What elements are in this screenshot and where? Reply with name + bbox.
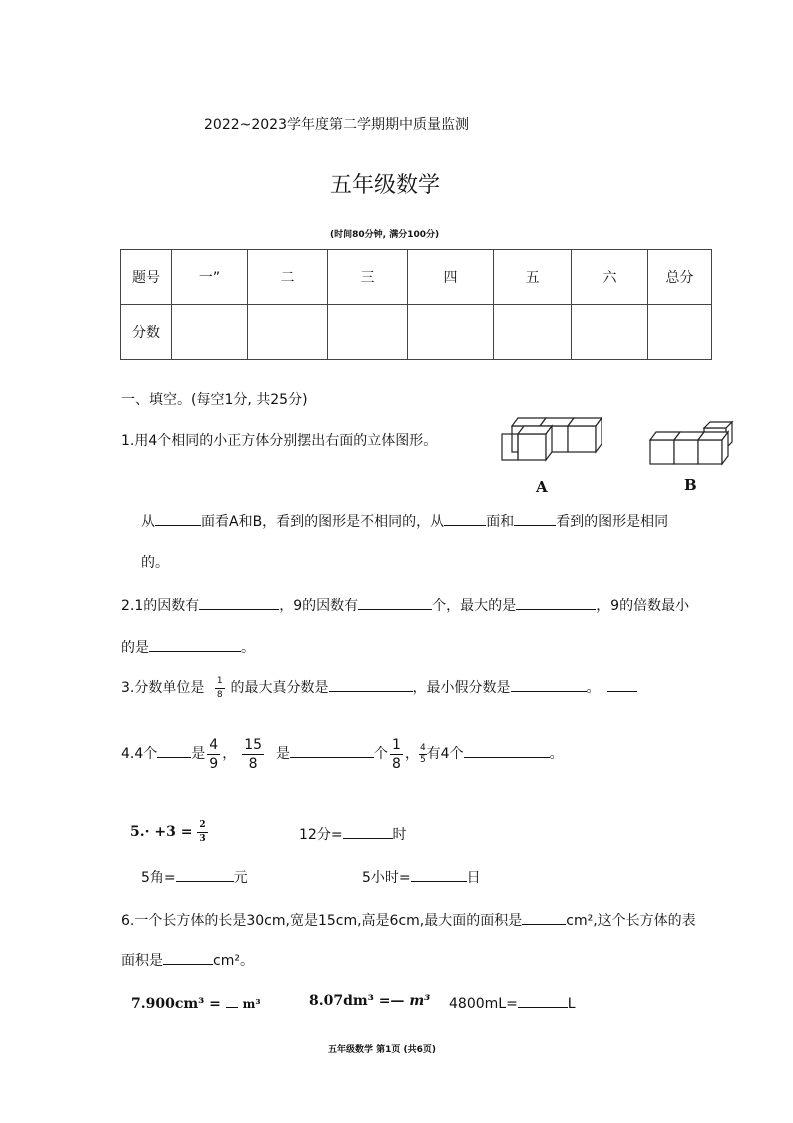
fraction: $\frac{1}{8}$	[392, 736, 401, 772]
question-3	[121, 674, 637, 702]
score-cell[interactable]	[572, 305, 648, 360]
text: 2.1的因数有	[121, 598, 200, 614]
answer-blank[interactable]	[607, 677, 637, 692]
question-5-line-1	[130, 818, 208, 846]
question-6-line-1	[121, 910, 696, 930]
answer-blank[interactable]	[514, 511, 556, 526]
score-cell[interactable]	[648, 305, 712, 360]
text: 面看A和B，看到的图形是不相同的，从	[201, 514, 445, 530]
subject-title: 五年级数学	[330, 173, 441, 198]
text: L	[567, 996, 576, 1012]
text: 面积是	[121, 953, 163, 969]
question-1-text: 1.用4个相同的小正方体分别摆出右面的立体图形。	[121, 433, 438, 449]
score-cell[interactable]	[328, 305, 408, 360]
answer-blank[interactable]	[522, 910, 566, 925]
question-5-yuan	[141, 867, 248, 887]
text: 日	[466, 870, 481, 886]
text: 的最大真分数是	[230, 680, 329, 696]
cube-figure-b	[648, 418, 740, 468]
text: 个	[374, 746, 389, 762]
question-7-dm3	[309, 993, 430, 1009]
row-header-score: 分数	[121, 305, 172, 360]
text: 8.07dm³ =—	[309, 993, 405, 1009]
answer-blank[interactable]	[176, 867, 234, 882]
question-2-line-1	[121, 595, 689, 615]
answer-blank[interactable]	[511, 677, 587, 692]
score-table	[120, 249, 712, 360]
text: 6.一个长方体的长是30cm,宽是15cm,高是6cm,最大面的面积是	[121, 913, 523, 929]
unit: m³	[242, 997, 261, 1011]
text: 3.分数单位是	[121, 680, 205, 696]
text: 4.4个	[121, 746, 158, 762]
table-row	[121, 250, 712, 305]
answer-blank[interactable]	[149, 637, 241, 652]
question-2-line-2	[121, 637, 255, 657]
answer-blank[interactable]	[464, 743, 550, 758]
time-note: (时间80分钟, 满分100分)	[330, 230, 440, 240]
answer-blank[interactable]	[199, 595, 279, 610]
text: cm²,这个长方体的表	[566, 913, 696, 929]
score-cell[interactable]	[248, 305, 328, 360]
cube-figure-a	[498, 412, 602, 468]
text: ，9的倍数最小	[596, 598, 690, 614]
column-header: 总分	[648, 250, 712, 305]
question-5-hours	[299, 824, 407, 844]
column-header: 四	[408, 250, 494, 305]
score-cell[interactable]	[172, 305, 248, 360]
answer-blank[interactable]	[343, 824, 393, 839]
figure-label-b: B	[684, 476, 697, 494]
answer-blank[interactable]	[157, 743, 191, 758]
page-footer: 五年级数学 第1页 (共6页)	[328, 1045, 437, 1055]
score-cell[interactable]	[494, 305, 572, 360]
exam-title: 2022~2023学年度第二学期期中质量监测	[204, 117, 469, 133]
answer-blank[interactable]	[358, 595, 432, 610]
text: 12分=	[299, 827, 343, 843]
text: 时	[392, 827, 407, 843]
answer-blank[interactable]	[516, 595, 596, 610]
answer-blank[interactable]	[290, 743, 374, 758]
answer-blank[interactable]	[163, 950, 213, 965]
column-header: 三	[328, 250, 408, 305]
question-1-line-2	[141, 511, 668, 531]
question-1-line-3: 的。	[141, 555, 169, 571]
fraction: $\frac{1}{8}$	[216, 675, 223, 700]
question-7-liters	[449, 993, 576, 1012]
text: 个，最大的是	[432, 598, 517, 614]
column-header: 六	[572, 250, 648, 305]
score-cell[interactable]	[408, 305, 494, 360]
text: 。	[549, 746, 564, 762]
text: 。	[586, 680, 601, 696]
text: 。	[241, 640, 255, 656]
figure-label-a: A	[536, 478, 548, 496]
text: 是	[191, 746, 206, 762]
text: 的是	[121, 640, 149, 656]
text: 是	[276, 746, 291, 762]
row-header-question: 题号	[121, 250, 172, 305]
fraction: $\frac{4}{5}$	[419, 742, 426, 765]
answer-blank[interactable]	[329, 677, 413, 692]
question-5-days	[362, 867, 481, 887]
text: ，最小假分数是	[412, 680, 511, 696]
text: 看到的图形是相同	[556, 514, 669, 530]
text: 从	[141, 514, 155, 530]
text: 面和	[486, 514, 515, 530]
text: 5.· +3 =	[130, 824, 193, 840]
answer-blank[interactable]	[155, 511, 201, 526]
text: 4800mL=	[449, 996, 518, 1012]
column-header: 二	[248, 250, 328, 305]
question-6-line-2	[121, 950, 254, 970]
answer-blank[interactable]	[444, 511, 486, 526]
text: ，	[222, 746, 237, 762]
section-heading: 一、填空。(每空1分, 共25分)	[121, 392, 308, 408]
fraction: $\frac{15}{8}$	[244, 736, 263, 772]
text: 5角=	[141, 870, 176, 886]
text: 7.900cm³ =	[131, 996, 221, 1012]
table-row	[121, 305, 712, 360]
answer-blank[interactable]	[411, 867, 467, 882]
column-header: 五	[494, 250, 572, 305]
column-header: 一”	[172, 250, 248, 305]
unit: m³	[409, 993, 431, 1009]
text: ，9的因数有	[279, 598, 359, 614]
text: 有4个	[426, 746, 464, 762]
fraction: $\frac{4}{9}$	[209, 736, 219, 772]
text: cm²。	[213, 953, 254, 969]
answer-blank[interactable]	[518, 993, 568, 1008]
question-4	[121, 734, 564, 774]
fraction: $\frac{2}{3}$	[199, 819, 206, 844]
answer-blank[interactable]	[226, 993, 238, 1008]
text: 元	[233, 870, 248, 886]
question-7-volume	[131, 993, 261, 1012]
text: 5小时=	[362, 870, 411, 886]
text: ，	[404, 746, 419, 762]
